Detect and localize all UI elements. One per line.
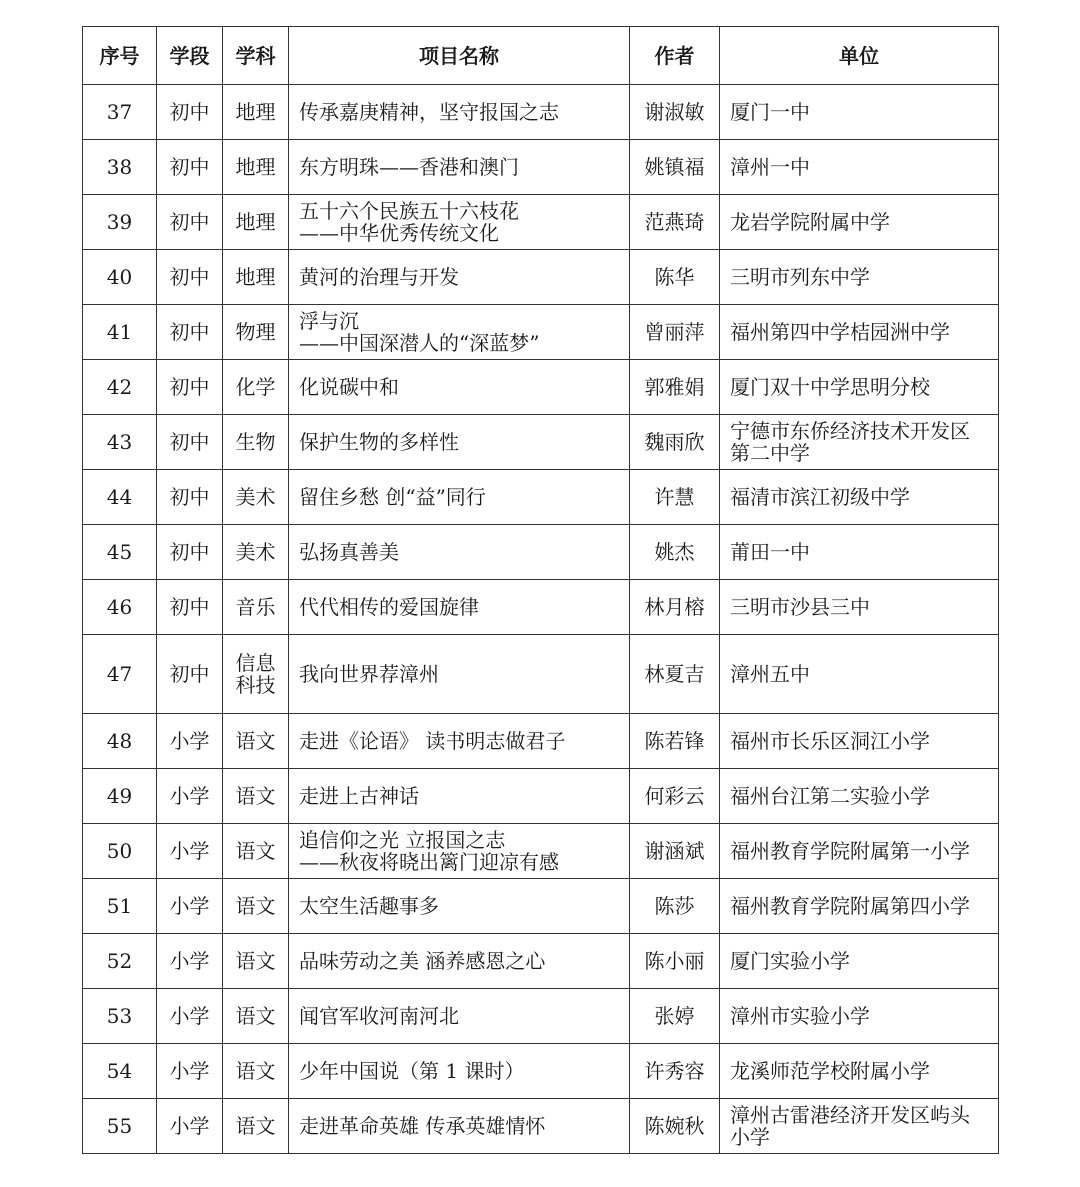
row-stage: 小学 xyxy=(157,824,223,879)
row-title: 走进革命英雄 传承英雄情怀 xyxy=(289,1099,630,1154)
row-author: 谢涵斌 xyxy=(630,824,720,879)
row-number: 42 xyxy=(83,360,157,415)
row-subject: 地理 xyxy=(223,195,289,250)
row-subject: 地理 xyxy=(223,250,289,305)
row-author: 郭雅娟 xyxy=(630,360,720,415)
row-subject: 美术 xyxy=(223,470,289,525)
row-unit: 漳州市实验小学 xyxy=(720,989,999,1044)
row-title: 走进上古神话 xyxy=(289,769,630,824)
row-number: 55 xyxy=(83,1099,157,1154)
row-number: 37 xyxy=(83,85,157,140)
row-number: 38 xyxy=(83,140,157,195)
row-stage: 小学 xyxy=(157,989,223,1044)
header-title: 项目名称 xyxy=(289,27,630,85)
row-stage: 初中 xyxy=(157,250,223,305)
row-subject: 美术 xyxy=(223,525,289,580)
table-row xyxy=(83,85,999,140)
table-row xyxy=(83,580,999,635)
row-author: 姚杰 xyxy=(630,525,720,580)
row-unit: 莆田一中 xyxy=(720,525,999,580)
header-stage: 学段 xyxy=(157,27,223,85)
table-row xyxy=(83,934,999,989)
row-author: 姚镇福 xyxy=(630,140,720,195)
row-number: 46 xyxy=(83,580,157,635)
row-author: 林月榕 xyxy=(630,580,720,635)
row-author: 陈小丽 xyxy=(630,934,720,989)
row-title: 化说碳中和 xyxy=(289,360,630,415)
row-subject: 物理 xyxy=(223,305,289,360)
row-subject: 语文 xyxy=(223,769,289,824)
table-row xyxy=(83,635,999,714)
row-number: 50 xyxy=(83,824,157,879)
row-number: 47 xyxy=(83,635,157,714)
table-row xyxy=(83,360,999,415)
table-row xyxy=(83,140,999,195)
row-unit: 福清市滨江初级中学 xyxy=(720,470,999,525)
row-stage: 初中 xyxy=(157,305,223,360)
row-number: 49 xyxy=(83,769,157,824)
header-no: 序号 xyxy=(83,27,157,85)
row-title: 追信仰之光 立报国之志 ——秋夜将晓出篱门迎凉有感 xyxy=(289,824,630,879)
row-author: 许秀容 xyxy=(630,1044,720,1099)
row-unit: 厦门实验小学 xyxy=(720,934,999,989)
row-stage: 小学 xyxy=(157,879,223,934)
row-title: 东方明珠——香港和澳门 xyxy=(289,140,630,195)
row-author: 张婷 xyxy=(630,989,720,1044)
table-row xyxy=(83,879,999,934)
row-unit: 漳州古雷港经济开发区屿头 小学 xyxy=(720,1099,999,1154)
row-author: 陈若锋 xyxy=(630,714,720,769)
row-stage: 小学 xyxy=(157,1044,223,1099)
row-author: 范燕琦 xyxy=(630,195,720,250)
row-unit: 福州市长乐区洞江小学 xyxy=(720,714,999,769)
row-number: 43 xyxy=(83,415,157,470)
row-author: 陈华 xyxy=(630,250,720,305)
row-stage: 初中 xyxy=(157,415,223,470)
row-subject: 语文 xyxy=(223,989,289,1044)
row-author: 陈婉秋 xyxy=(630,1099,720,1154)
row-subject: 地理 xyxy=(223,140,289,195)
row-number: 40 xyxy=(83,250,157,305)
row-subject: 语文 xyxy=(223,1099,289,1154)
row-stage: 初中 xyxy=(157,360,223,415)
row-author: 林夏吉 xyxy=(630,635,720,714)
header-author: 作者 xyxy=(630,27,720,85)
table-row xyxy=(83,470,999,525)
row-unit: 厦门双十中学思明分校 xyxy=(720,360,999,415)
row-title: 走进《论语》 读书明志做君子 xyxy=(289,714,630,769)
row-subject: 语文 xyxy=(223,714,289,769)
row-subject: 生物 xyxy=(223,415,289,470)
table-row xyxy=(83,989,999,1044)
row-author: 曾丽萍 xyxy=(630,305,720,360)
row-stage: 小学 xyxy=(157,934,223,989)
row-unit: 三明市沙县三中 xyxy=(720,580,999,635)
row-stage: 初中 xyxy=(157,85,223,140)
row-stage: 小学 xyxy=(157,714,223,769)
row-title: 少年中国说（第 1 课时） xyxy=(289,1044,630,1099)
row-unit: 龙岩学院附属中学 xyxy=(720,195,999,250)
row-stage: 小学 xyxy=(157,1099,223,1154)
table-row xyxy=(83,714,999,769)
row-title: 浮与沉 ——中国深潜人的“深蓝梦” xyxy=(289,305,630,360)
row-subject: 语文 xyxy=(223,934,289,989)
row-title: 黄河的治理与开发 xyxy=(289,250,630,305)
row-stage: 初中 xyxy=(157,635,223,714)
row-subject: 语文 xyxy=(223,1044,289,1099)
row-number: 44 xyxy=(83,470,157,525)
header-unit: 单位 xyxy=(720,27,999,85)
row-author: 魏雨欣 xyxy=(630,415,720,470)
row-subject: 语文 xyxy=(223,879,289,934)
row-title: 代代相传的爱国旋律 xyxy=(289,580,630,635)
row-stage: 小学 xyxy=(157,769,223,824)
row-unit: 福州教育学院附属第四小学 xyxy=(720,879,999,934)
table-row xyxy=(83,195,999,250)
row-author: 谢淑敏 xyxy=(630,85,720,140)
table-row xyxy=(83,769,999,824)
table-row xyxy=(83,415,999,470)
row-unit: 漳州五中 xyxy=(720,635,999,714)
row-number: 45 xyxy=(83,525,157,580)
row-subject: 化学 xyxy=(223,360,289,415)
row-stage: 初中 xyxy=(157,525,223,580)
row-unit: 三明市列东中学 xyxy=(720,250,999,305)
table-row xyxy=(83,1099,999,1154)
row-number: 41 xyxy=(83,305,157,360)
row-title: 传承嘉庚精神，坚守报国之志 xyxy=(289,85,630,140)
header-subject: 学科 xyxy=(223,27,289,85)
row-stage: 初中 xyxy=(157,140,223,195)
row-unit: 漳州一中 xyxy=(720,140,999,195)
row-number: 51 xyxy=(83,879,157,934)
row-title: 保护生物的多样性 xyxy=(289,415,630,470)
row-stage: 初中 xyxy=(157,580,223,635)
row-stage: 初中 xyxy=(157,470,223,525)
row-number: 52 xyxy=(83,934,157,989)
row-unit: 福州台江第二实验小学 xyxy=(720,769,999,824)
row-number: 39 xyxy=(83,195,157,250)
row-subject: 语文 xyxy=(223,824,289,879)
table-row xyxy=(83,1044,999,1099)
row-title: 品味劳动之美 涵养感恩之心 xyxy=(289,934,630,989)
row-unit: 龙溪师范学校附属小学 xyxy=(720,1044,999,1099)
table-row xyxy=(83,305,999,360)
table-row xyxy=(83,525,999,580)
row-stage: 初中 xyxy=(157,195,223,250)
row-unit: 宁德市东侨经济技术开发区 第二中学 xyxy=(720,415,999,470)
row-unit: 厦门一中 xyxy=(720,85,999,140)
table-row xyxy=(83,250,999,305)
row-number: 53 xyxy=(83,989,157,1044)
row-title: 留住乡愁 创“益”同行 xyxy=(289,470,630,525)
header-row xyxy=(83,27,999,85)
row-number: 54 xyxy=(83,1044,157,1099)
row-title: 太空生活趣事多 xyxy=(289,879,630,934)
row-number: 48 xyxy=(83,714,157,769)
row-author: 许慧 xyxy=(630,470,720,525)
row-author: 陈莎 xyxy=(630,879,720,934)
row-unit: 福州第四中学桔园洲中学 xyxy=(720,305,999,360)
row-title: 闻官军收河南河北 xyxy=(289,989,630,1044)
project-table xyxy=(82,26,999,1154)
row-subject: 音乐 xyxy=(223,580,289,635)
table-row xyxy=(83,824,999,879)
row-author: 何彩云 xyxy=(630,769,720,824)
row-subject: 信息 科技 xyxy=(223,635,289,714)
row-unit: 福州教育学院附属第一小学 xyxy=(720,824,999,879)
row-title: 五十六个民族五十六枝花 ——中华优秀传统文化 xyxy=(289,195,630,250)
row-subject: 地理 xyxy=(223,85,289,140)
row-title: 我向世界荐漳州 xyxy=(289,635,630,714)
row-title: 弘扬真善美 xyxy=(289,525,630,580)
